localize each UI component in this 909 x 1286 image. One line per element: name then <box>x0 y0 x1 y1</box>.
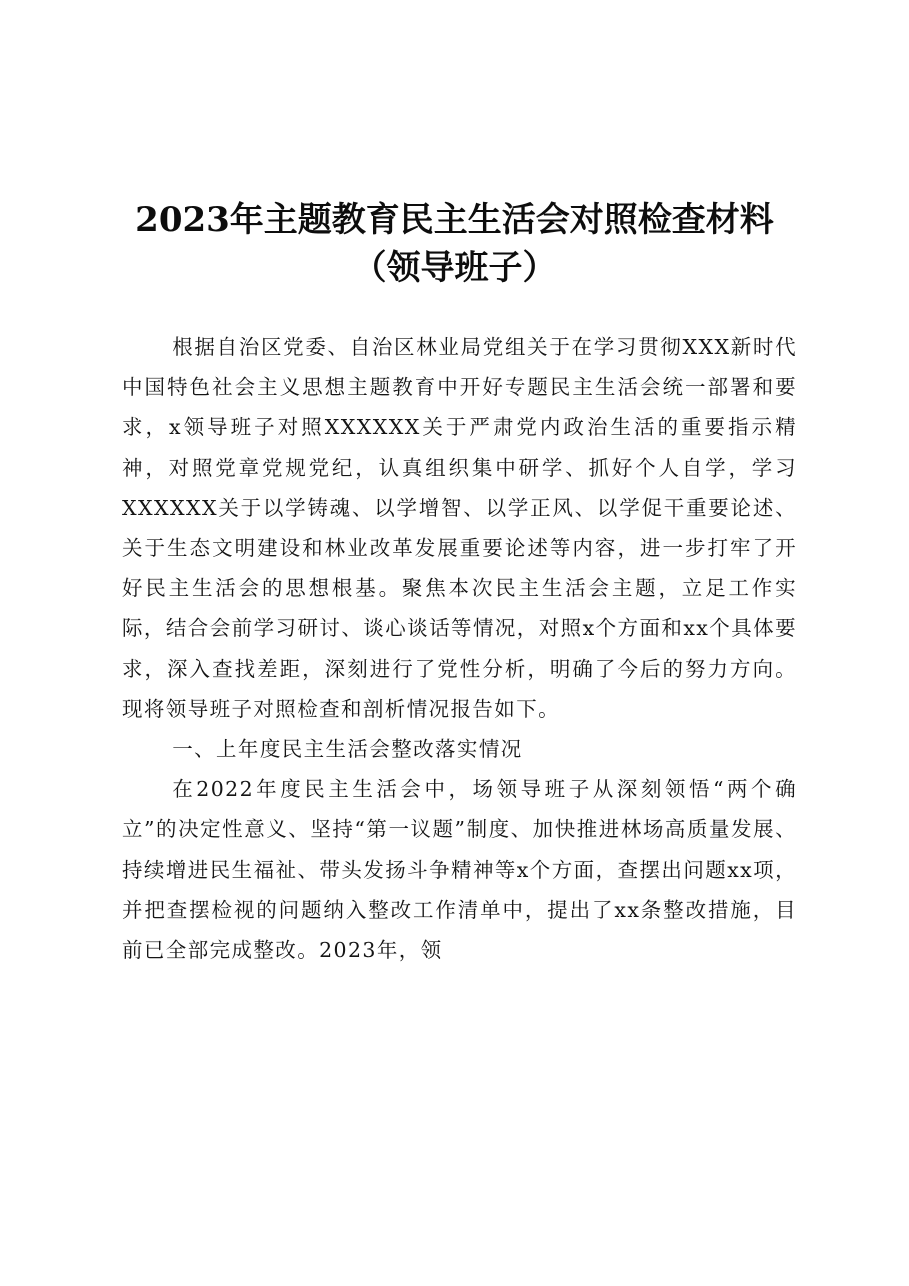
document-body <box>122 327 797 970</box>
paragraph-intro: 根据自治区党委、自治区林业局党组关于在学习贯彻XXX新时代中国特色社会主义思想主题教育中开好专题民主生活会统一部署和要求，x领导班子对照XXXXXX关于严肃党内政治生活的重要指示精神，对照党章党规党纪，认真组织集中研学、抓好个人自学，学习XXXXXX关于以学铸魂、以学增智、以学正风、以学促干重要论述、关于生态文明建设和林业改革发展重要论述等内容，进一步打牢了开好民主生活会的思想根基。聚焦本次民主生活会主题，立足工作实际，结合会前学习研讨、谈心谈话等情况，对照x个方面和xx个具体要求，深入查找差距，深刻进行了党性分析，明确了今后的努力方向。现将领导班子对照检查和剖析情况报告如下。 <box>122 335 797 721</box>
section-heading: 一、上年度民主生活会整改落实情况 <box>172 737 523 762</box>
document-title: 2023年主题教育民主生活会对照检查材料 <box>135 200 774 240</box>
paragraph-section-one: 在2022年度民主生活会中，场领导班子从深刻领悟“两个确立”的决定性意义、坚持“第一议题”制度、加快推进林场高质量发展、持续增进民生福祉、带头发扬斗争精神等x个方面，查摆出问题xx项，并把查摆检视的问题纳入整改工作清单中，提出了xx条整改措施，目前已全部完成整改。2023年，领 <box>122 777 797 963</box>
document-subtitle: （领导班子） <box>352 248 557 288</box>
